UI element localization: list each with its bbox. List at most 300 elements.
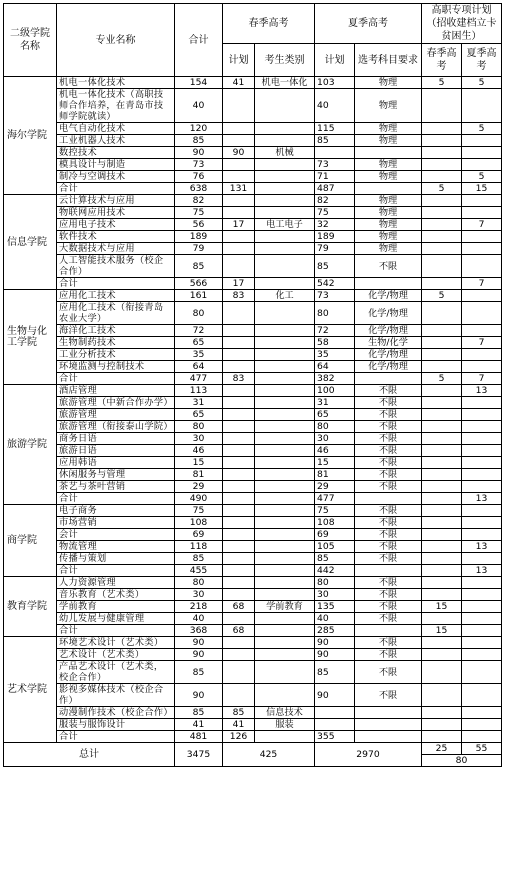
special-spring-value <box>422 135 462 147</box>
major-name: 合计 <box>57 183 175 195</box>
summer-plan-value <box>315 719 355 731</box>
table-row <box>4 123 502 135</box>
special-spring-value <box>422 707 462 719</box>
major-name: 应用化工技术（衔接青岛农业大学） <box>57 302 175 325</box>
special-summer-value <box>462 637 502 649</box>
spring-plan-value <box>223 493 255 505</box>
total-value: 40 <box>175 613 223 625</box>
spring-plan-value: 85 <box>223 707 255 719</box>
summer-plan-value: 103 <box>315 77 355 89</box>
table-row <box>4 135 502 147</box>
special-summer-value: 7 <box>462 278 502 290</box>
spring-category-value <box>255 409 315 421</box>
spring-plan-value <box>223 637 255 649</box>
summer-plan-value: 73 <box>315 159 355 171</box>
summer-subject-value <box>355 147 422 159</box>
special-summer-value <box>462 577 502 589</box>
summer-plan-value: 82 <box>315 195 355 207</box>
subtotal-row <box>4 493 502 505</box>
special-summer-value: 13 <box>462 493 502 505</box>
table-row <box>4 707 502 719</box>
special-summer-value: 13 <box>462 385 502 397</box>
major-name: 合计 <box>57 731 175 743</box>
summer-subject-value: 化学/物理 <box>355 325 422 337</box>
spring-plan-value: 68 <box>223 601 255 613</box>
spring-category-value: 服装 <box>255 719 315 731</box>
table-row <box>4 219 502 231</box>
spring-plan-value <box>223 302 255 325</box>
total-value: 90 <box>175 649 223 661</box>
spring-plan-value <box>223 469 255 481</box>
spring-plan-value: 126 <box>223 731 255 743</box>
special-summer-value <box>462 661 502 684</box>
special-summer-value: 5 <box>462 77 502 89</box>
summer-plan-value: 115 <box>315 123 355 135</box>
summer-subject-value: 不限 <box>355 433 422 445</box>
spring-plan-value <box>223 433 255 445</box>
summer-plan-value <box>315 147 355 159</box>
total-value: 75 <box>175 207 223 219</box>
major-name: 应用化工技术 <box>57 290 175 302</box>
special-spring-value: 15 <box>422 601 462 613</box>
grand-total-label: 总计 <box>4 743 175 767</box>
spring-category-value <box>255 731 315 743</box>
table-row <box>4 541 502 553</box>
table-row <box>4 517 502 529</box>
total-value: 455 <box>175 565 223 577</box>
special-spring-value <box>422 255 462 278</box>
summer-plan-value: 32 <box>315 219 355 231</box>
summer-plan-value <box>315 707 355 719</box>
spring-category-value: 电工电子 <box>255 219 315 231</box>
major-name: 应用韩语 <box>57 457 175 469</box>
special-spring-value: 15 <box>422 625 462 637</box>
grand-total-special-summer: 55 <box>462 743 502 755</box>
grand-total-special-spring: 25 <box>422 743 462 755</box>
summer-subject-value: 不限 <box>355 637 422 649</box>
special-summer-value: 5 <box>462 123 502 135</box>
major-name: 生物制药技术 <box>57 337 175 349</box>
summer-subject-value <box>355 493 422 505</box>
total-value: 638 <box>175 183 223 195</box>
special-spring-value: 5 <box>422 77 462 89</box>
summer-plan-value: 15 <box>315 457 355 469</box>
special-spring-value <box>422 637 462 649</box>
table-row <box>4 481 502 493</box>
major-name: 幼儿发展与健康管理 <box>57 613 175 625</box>
special-spring-value <box>422 147 462 159</box>
table-row <box>4 255 502 278</box>
major-name: 旅游管理（衔接泰山学院） <box>57 421 175 433</box>
summer-subject-value: 物理 <box>355 171 422 183</box>
special-spring-value: 5 <box>422 373 462 385</box>
spring-plan-value <box>223 171 255 183</box>
spring-plan-value <box>223 421 255 433</box>
table-row <box>4 325 502 337</box>
special-summer-value <box>462 409 502 421</box>
summer-plan-value: 69 <box>315 529 355 541</box>
summer-subject-value: 物理 <box>355 89 422 123</box>
spring-category-value <box>255 231 315 243</box>
major-name: 合计 <box>57 625 175 637</box>
special-summer-value <box>462 517 502 529</box>
summer-subject-value: 物理 <box>355 243 422 255</box>
summer-subject-value: 物理 <box>355 135 422 147</box>
special-summer-value <box>462 601 502 613</box>
major-name: 机电一体化技术 <box>57 77 175 89</box>
summer-plan-value: 355 <box>315 731 355 743</box>
total-value: 90 <box>175 684 223 707</box>
summer-subject-value: 化学/物理 <box>355 349 422 361</box>
special-summer-value <box>462 719 502 731</box>
major-name: 茶艺与茶叶营销 <box>57 481 175 493</box>
summer-subject-value: 不限 <box>355 684 422 707</box>
major-name: 传播与策划 <box>57 553 175 565</box>
table-row <box>4 613 502 625</box>
summer-subject-value <box>355 707 422 719</box>
spring-plan-value <box>223 541 255 553</box>
special-summer-value <box>462 325 502 337</box>
table-row <box>4 684 502 707</box>
spring-category-value <box>255 625 315 637</box>
special-summer-value <box>462 349 502 361</box>
spring-category-value <box>255 661 315 684</box>
special-summer-value <box>462 589 502 601</box>
spring-category-value <box>255 207 315 219</box>
special-spring-value <box>422 731 462 743</box>
major-name: 影视多媒体技术（校企合作） <box>57 684 175 707</box>
summer-subject-value: 不限 <box>355 589 422 601</box>
total-value: 41 <box>175 719 223 731</box>
spring-category-value <box>255 469 315 481</box>
major-name: 动漫制作技术（校企合作） <box>57 707 175 719</box>
major-name: 旅游管理（中新合作办学） <box>57 397 175 409</box>
major-name: 合计 <box>57 565 175 577</box>
special-summer-value <box>462 147 502 159</box>
summer-plan-value: 31 <box>315 397 355 409</box>
total-value: 80 <box>175 302 223 325</box>
table-row <box>4 649 502 661</box>
total-value: 73 <box>175 159 223 171</box>
total-value: 368 <box>175 625 223 637</box>
total-value: 85 <box>175 135 223 147</box>
summer-plan-value: 285 <box>315 625 355 637</box>
spring-category-value <box>255 89 315 123</box>
special-spring-value <box>422 302 462 325</box>
summer-subject-value: 不限 <box>355 445 422 457</box>
spring-category-value <box>255 637 315 649</box>
major-name: 人力资源管理 <box>57 577 175 589</box>
grand-total-special-total: 80 <box>422 755 502 767</box>
major-name: 人工智能技术服务（校企合作） <box>57 255 175 278</box>
special-summer-value <box>462 649 502 661</box>
major-name: 酒店管理 <box>57 385 175 397</box>
major-name: 物流管理 <box>57 541 175 553</box>
table-row <box>4 469 502 481</box>
summer-subject-value <box>355 183 422 195</box>
total-value: 85 <box>175 661 223 684</box>
summer-subject-value: 不限 <box>355 397 422 409</box>
summer-plan-value: 85 <box>315 255 355 278</box>
summer-plan-value: 40 <box>315 613 355 625</box>
spring-plan-value <box>223 529 255 541</box>
special-spring-value <box>422 457 462 469</box>
summer-subject-value: 不限 <box>355 541 422 553</box>
special-summer-value <box>462 421 502 433</box>
spring-exam-header: 春季高考 <box>223 4 315 44</box>
college-name: 艺术学院 <box>4 637 57 743</box>
special-summer-value <box>462 361 502 373</box>
special-summer-value <box>462 505 502 517</box>
college-name: 教育学院 <box>4 577 57 637</box>
summer-subject-value: 不限 <box>355 481 422 493</box>
special-summer-value: 5 <box>462 171 502 183</box>
table-body <box>4 77 502 743</box>
summer-subject-value: 不限 <box>355 553 422 565</box>
special-summer-value <box>462 207 502 219</box>
spring-category-value <box>255 243 315 255</box>
special-spring-value <box>422 349 462 361</box>
spring-plan-value <box>223 349 255 361</box>
spring-category-value <box>255 553 315 565</box>
total-value: 72 <box>175 325 223 337</box>
spring-plan-value <box>223 195 255 207</box>
special-spring-value <box>422 565 462 577</box>
total-value: 31 <box>175 397 223 409</box>
total-value: 29 <box>175 481 223 493</box>
table-row <box>4 529 502 541</box>
subtotal-row <box>4 278 502 290</box>
major-name: 会计 <box>57 529 175 541</box>
major-name: 旅游日语 <box>57 445 175 457</box>
summer-plan-value: 80 <box>315 302 355 325</box>
total-value: 82 <box>175 195 223 207</box>
summer-plan-value: 90 <box>315 649 355 661</box>
special-summer-value <box>462 731 502 743</box>
table-row <box>4 385 502 397</box>
special-spring-value: 5 <box>422 290 462 302</box>
spring-plan-value <box>223 89 255 123</box>
total-value: 161 <box>175 290 223 302</box>
special-spring-value <box>422 243 462 255</box>
summer-subject-value: 不限 <box>355 517 422 529</box>
special-spring-value <box>422 421 462 433</box>
special-spring-value <box>422 719 462 731</box>
table-row <box>4 207 502 219</box>
table-row <box>4 553 502 565</box>
spring-plan-value: 83 <box>223 373 255 385</box>
summer-subject-value: 物理 <box>355 231 422 243</box>
summer-plan-value: 85 <box>315 661 355 684</box>
total-value: 85 <box>175 707 223 719</box>
college-header: 二级学院名称 <box>4 4 57 77</box>
spring-plan-value: 41 <box>223 719 255 731</box>
total-value: 80 <box>175 577 223 589</box>
major-header: 专业名称 <box>57 4 175 77</box>
special-spring-value <box>422 517 462 529</box>
total-value: 490 <box>175 493 223 505</box>
summer-plan-value: 80 <box>315 421 355 433</box>
major-name: 大数据技术与应用 <box>57 243 175 255</box>
special-spring-value <box>422 505 462 517</box>
table-row <box>4 445 502 457</box>
table-row <box>4 89 502 123</box>
summer-plan-value: 442 <box>315 565 355 577</box>
summer-subject-value: 不限 <box>355 457 422 469</box>
spring-category-value <box>255 433 315 445</box>
special-summer-value <box>462 89 502 123</box>
summer-subject-value <box>355 625 422 637</box>
major-name: 合计 <box>57 278 175 290</box>
special-spring-header: 春季高考 <box>422 44 462 77</box>
spring-category-value <box>255 445 315 457</box>
special-summer-value <box>462 290 502 302</box>
special-summer-header: 夏季高考 <box>462 44 502 77</box>
spring-plan-value <box>223 361 255 373</box>
spring-category-value <box>255 649 315 661</box>
major-name: 海洋化工技术 <box>57 325 175 337</box>
total-value: 30 <box>175 433 223 445</box>
spring-plan-value <box>223 207 255 219</box>
spring-plan-value <box>223 481 255 493</box>
spring-plan-value <box>223 577 255 589</box>
special-summer-value: 7 <box>462 337 502 349</box>
major-name: 商务日语 <box>57 433 175 445</box>
total-value: 108 <box>175 517 223 529</box>
special-spring-value <box>422 589 462 601</box>
special-spring-value <box>422 89 462 123</box>
summer-plan-value: 85 <box>315 135 355 147</box>
total-value: 90 <box>175 637 223 649</box>
summer-plan-value: 73 <box>315 290 355 302</box>
special-spring-value <box>422 123 462 135</box>
spring-category-value: 机电一体化 <box>255 77 315 89</box>
major-name: 模具设计与制造 <box>57 159 175 171</box>
spring-plan-value <box>223 409 255 421</box>
spring-plan-value <box>223 231 255 243</box>
summer-subject-value <box>355 719 422 731</box>
major-name: 数控技术 <box>57 147 175 159</box>
table-row <box>4 457 502 469</box>
special-summer-value <box>462 613 502 625</box>
spring-category-value <box>255 505 315 517</box>
table-row <box>4 361 502 373</box>
summer-subject-value: 不限 <box>355 661 422 684</box>
spring-plan-value <box>223 445 255 457</box>
summer-subject-value: 物理 <box>355 207 422 219</box>
special-spring-value <box>422 529 462 541</box>
summer-plan-value: 105 <box>315 541 355 553</box>
special-summer-value <box>462 481 502 493</box>
total-value: 79 <box>175 243 223 255</box>
spring-category-value <box>255 613 315 625</box>
special-summer-value <box>462 159 502 171</box>
summer-plan-value: 80 <box>315 577 355 589</box>
major-name: 市场营销 <box>57 517 175 529</box>
major-name: 环境监测与控制技术 <box>57 361 175 373</box>
spring-plan-value <box>223 553 255 565</box>
special-summer-value <box>462 469 502 481</box>
spring-plan-value <box>223 159 255 171</box>
spring-category-value <box>255 385 315 397</box>
summer-subject-value: 不限 <box>355 505 422 517</box>
summer-plan-value: 81 <box>315 469 355 481</box>
special-spring-value <box>422 661 462 684</box>
spring-plan-value <box>223 649 255 661</box>
summer-plan-value: 35 <box>315 349 355 361</box>
major-name: 合计 <box>57 493 175 505</box>
table-row <box>4 302 502 325</box>
subtotal-row <box>4 565 502 577</box>
special-spring-value <box>422 684 462 707</box>
special-summer-value <box>462 255 502 278</box>
spring-category-value: 化工 <box>255 290 315 302</box>
summer-subject-value: 不限 <box>355 649 422 661</box>
table-row <box>4 337 502 349</box>
spring-category-value <box>255 123 315 135</box>
summer-plan-value: 58 <box>315 337 355 349</box>
summer-plan-value: 382 <box>315 373 355 385</box>
summer-subject-header: 选考科目要求 <box>355 44 422 77</box>
total-value: 154 <box>175 77 223 89</box>
spring-category-value <box>255 493 315 505</box>
major-name: 电子商务 <box>57 505 175 517</box>
special-summer-value <box>462 684 502 707</box>
total-value: 477 <box>175 373 223 385</box>
special-summer-value <box>462 231 502 243</box>
table-row <box>4 589 502 601</box>
special-summer-value <box>462 195 502 207</box>
major-name: 音乐教育（艺术类） <box>57 589 175 601</box>
special-spring-value <box>422 171 462 183</box>
enrollment-plan-table <box>3 3 502 767</box>
subtotal-row <box>4 373 502 385</box>
spring-plan-value <box>223 684 255 707</box>
total-value: 81 <box>175 469 223 481</box>
spring-plan-value <box>223 243 255 255</box>
spring-plan-value <box>223 565 255 577</box>
total-value: 85 <box>175 255 223 278</box>
spring-category-value <box>255 517 315 529</box>
total-header: 合计 <box>175 4 223 77</box>
total-value: 76 <box>175 171 223 183</box>
summer-subject-value: 物理 <box>355 195 422 207</box>
major-name: 旅游管理 <box>57 409 175 421</box>
summer-plan-value: 90 <box>315 684 355 707</box>
special-spring-value <box>422 325 462 337</box>
spring-category-value <box>255 577 315 589</box>
total-value: 189 <box>175 231 223 243</box>
spring-plan-value: 68 <box>223 625 255 637</box>
grand-total-spring: 425 <box>223 743 315 767</box>
major-name: 工业分析技术 <box>57 349 175 361</box>
special-summer-value <box>462 625 502 637</box>
special-summer-value: 15 <box>462 183 502 195</box>
special-spring-value: 5 <box>422 183 462 195</box>
total-value: 218 <box>175 601 223 613</box>
total-value: 69 <box>175 529 223 541</box>
summer-plan-header: 计划 <box>315 44 355 77</box>
spring-category-value <box>255 529 315 541</box>
grand-total-value: 3475 <box>175 743 223 767</box>
special-summer-value <box>462 302 502 325</box>
grand-total-summer: 2970 <box>315 743 422 767</box>
summer-plan-value: 29 <box>315 481 355 493</box>
total-value: 90 <box>175 147 223 159</box>
spring-category-value <box>255 541 315 553</box>
spring-category-value <box>255 135 315 147</box>
college-name: 信息学院 <box>4 195 57 290</box>
